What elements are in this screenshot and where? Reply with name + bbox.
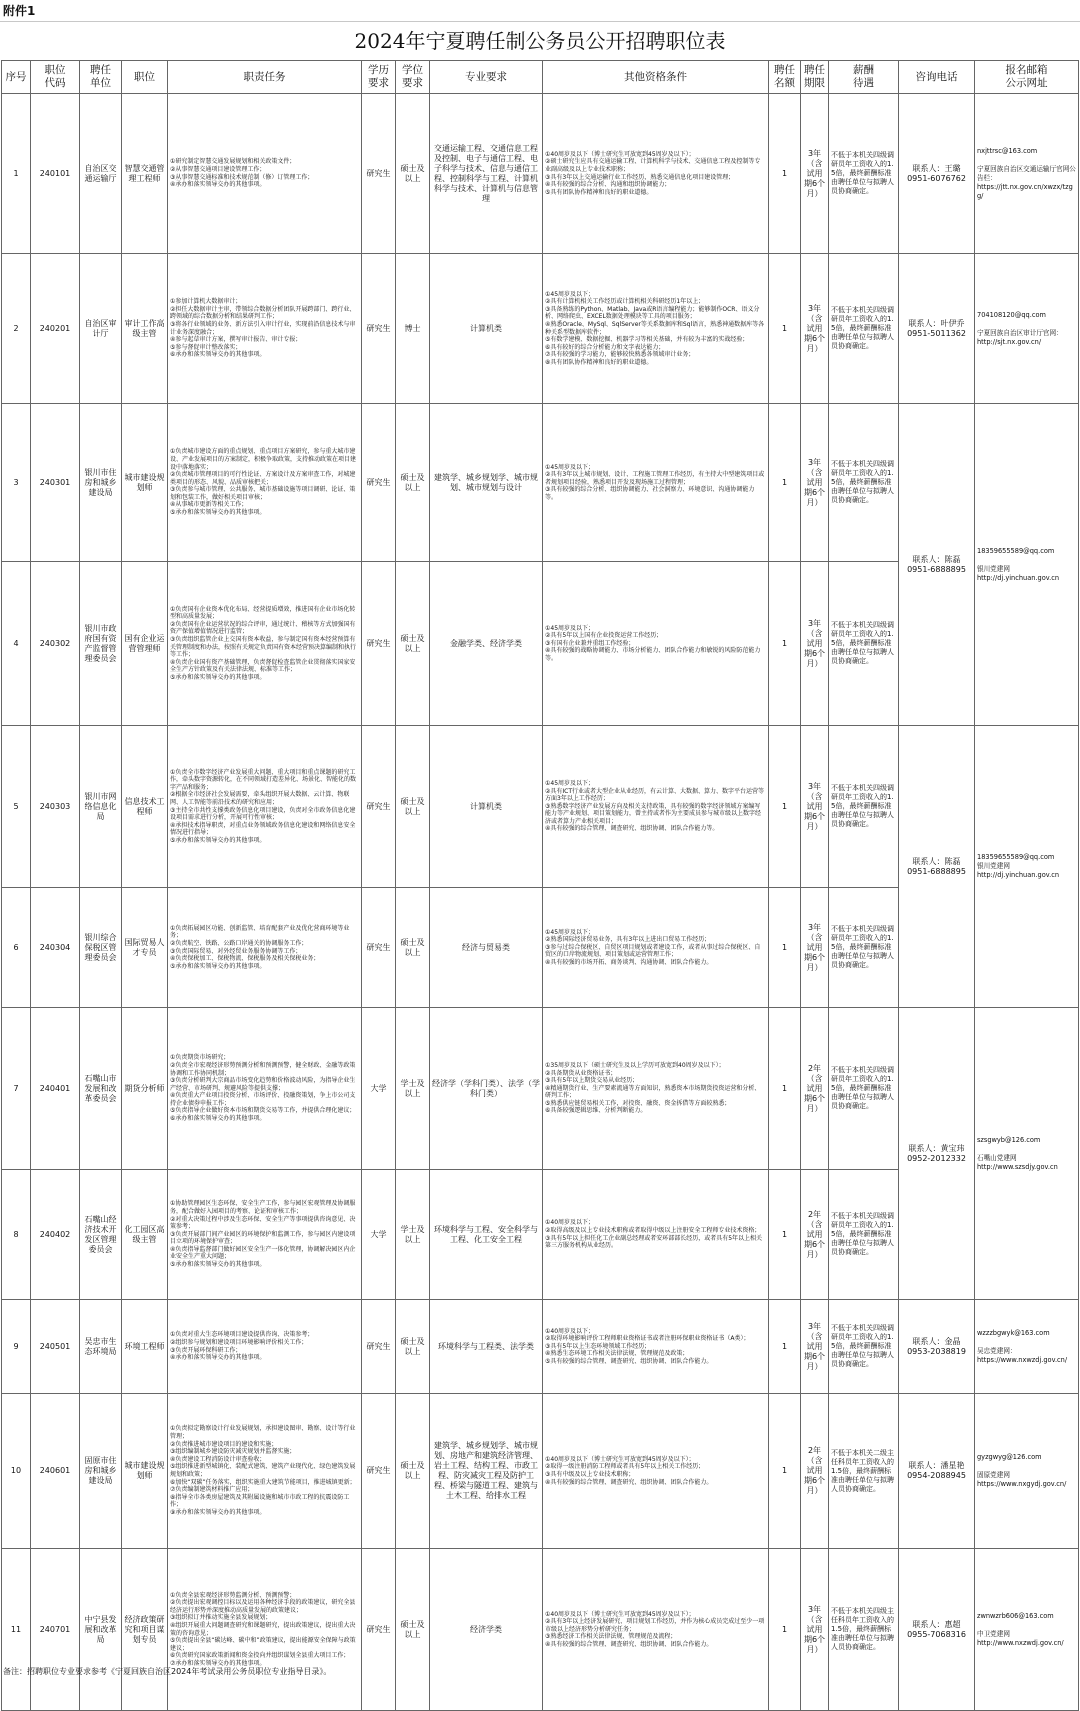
- position-name: 环境工程师: [122, 1300, 168, 1394]
- hiring-unit: 银川市政府国有资产监督管理委员会: [80, 562, 122, 726]
- row-number: 2: [2, 254, 31, 404]
- hiring-quota: 1: [769, 1549, 801, 1711]
- position-code: 240302: [31, 562, 80, 726]
- signup-email-site[interactable]: nxjttrsc@163.com 宁夏回族自治区交通运输厅官网公告栏： https://jtt.nx.gov.cn/xwzx/tzgg/: [975, 94, 1079, 254]
- position-code: 240501: [31, 1300, 80, 1394]
- footnote: 备注：招聘职位专业要求参考《宁夏回族自治区2024年考试录用公务员职位专业指导目录》。: [3, 1667, 332, 1676]
- header-cell: 学位 要求: [396, 61, 430, 94]
- positions-table: [1, 60, 1079, 1711]
- contact-phone: 联系人：陈磊 0951-6888895: [899, 404, 975, 726]
- major-requirement: 交通运输工程、交通信息工程及控制、电子与通信工程、电子科学与技术、信息与通信工程、控制科学与工程、计算机科学与技术、计算机与信息管理: [430, 94, 543, 254]
- contact-phone: 联系人：金晶 0953-2038819: [899, 1300, 975, 1394]
- header-cell: 专业要求: [430, 61, 543, 94]
- other-qualifications: ①40周岁及以下； ②取得高级及以上专业技术职称或者取得中级以上注册安全工程师专业技术资格； ③具有5年以上担任化工企业副总经理或者安环部部长经历，或者具有5年以上相关第三方服务机构从业经历。: [543, 1170, 769, 1300]
- degree-requirement: 硕士及以上: [396, 94, 430, 254]
- position-code: 240304: [31, 888, 80, 1008]
- signup-email-site[interactable]: 18359655589@qq.com 银川党建网 http://dj.yinchuan.gov.cn: [975, 404, 1079, 726]
- employment-term: 3年（含试用期6个月）: [801, 254, 829, 404]
- row-number: 1: [2, 94, 31, 254]
- header-cell: 咨询电话: [899, 61, 975, 94]
- contact-phone: 联系人：王璐 0951-6076762: [899, 94, 975, 254]
- hiring-quota: 1: [769, 254, 801, 404]
- hiring-unit: 银川综合保税区管理委员会: [80, 888, 122, 1008]
- major-requirement: 环境科学与工程、安全科学与工程、化工安全工程: [430, 1170, 543, 1300]
- employment-term: 3年（含试用期6个月）: [801, 888, 829, 1008]
- row-number: 3: [2, 404, 31, 562]
- table-row: [2, 94, 1079, 254]
- header-cell: 聘任 单位: [80, 61, 122, 94]
- position-name: 经济政策研究和项目谋划专员: [122, 1549, 168, 1711]
- education-requirement: 大学: [362, 1170, 396, 1300]
- major-requirement: 建筑学、城乡规划学、城市规划、房地产和建筑经济管理、岩土工程、结构工程、市政工程、防灾减灾工程及防护工程、桥梁与隧道工程、建筑与土木工程、给排水工程: [430, 1394, 543, 1549]
- contact-phone: 联系人：陈磊 0951-6888895: [899, 726, 975, 1008]
- employment-term: 2年（含试用期6个月）: [801, 1008, 829, 1170]
- contact-phone: 联系人：黄宝玮 0952-2012332: [899, 1008, 975, 1300]
- education-requirement: 研究生: [362, 404, 396, 562]
- other-qualifications: ①45周岁及以下； ②具有5年以上国有企业投资运营工作经历； ③有国有企业兼并重组工作经验； ④具有较强的战略协调能力、市场分析能力、团队合作能力和敏锐的风险防范能力等。: [543, 562, 769, 726]
- table-body: [2, 94, 1079, 1711]
- employment-term: 3年（含试用期6个月）: [801, 1549, 829, 1711]
- other-qualifications: ①40周岁及以下； ②取得环境影响评价工程师职业资格证书或者注册环保职业资格证书（A类）； ③具有5年以上生态环境领域工作经历； ④熟悉生态环境工作相关法律法规、管理规范及政策； ⑤具有较强的综合管理、调查研究、组织协调、团队合作能力。: [543, 1300, 769, 1394]
- duties-text: ①负责拓展园区功能、创新监管、培育配套产业及优化营商环境等业务； ②负责航空、铁路、公路口岸通关的协调服务工作； ③负责国际贸易、对外经贸业务服务协调等工作； ④负责保税加工、保税物流、保税服务及相关保税业务； ⑤承办和落实领导交办的其他事项。: [168, 888, 362, 1008]
- hiring-quota: 1: [769, 726, 801, 888]
- salary-text: 不低于本机关四级主任科员年工资收入的1.5倍，最终薪酬标准由聘任单位与拟聘人员协商确定。: [829, 1549, 899, 1711]
- other-qualifications: ①35周岁及以下（硕士研究生及以上学历可放宽到40周岁及以下）； ②具备期货从业资格证书； ③具有5年以上期货交易从业经历； ④精通期货行业、生产要素流通等方面知识，熟悉资本市场期货投资运营和分析、研判工作； ⑤熟悉供应链贸易相关工作，对投资、融资、资金拆借等方面较熟悉； ⑥具备较强逻辑思维、分析判断能力。: [543, 1008, 769, 1170]
- page-title: 2024年宁夏聘任制公务员公开招聘职位表: [354, 29, 726, 53]
- degree-requirement: 硕士及以上: [396, 726, 430, 888]
- position-code: 240701: [31, 1549, 80, 1711]
- major-requirement: 经济学类: [430, 1549, 543, 1711]
- major-requirement: 金融学类、经济学类: [430, 562, 543, 726]
- header-cell: 聘任 名额: [769, 61, 801, 94]
- row-number: 8: [2, 1170, 31, 1300]
- hiring-unit: 吴忠市生态环境局: [80, 1300, 122, 1394]
- employment-term: 3年（含试用期6个月）: [801, 726, 829, 888]
- position-code: 240201: [31, 254, 80, 404]
- position-name: 城市建设规划师: [122, 404, 168, 562]
- major-requirement: 环境科学与工程类、法学类: [430, 1300, 543, 1394]
- major-requirement: 建筑学、城乡规划学、城市规划、城市规划与设计: [430, 404, 543, 562]
- header-cell: 报名邮箱 公示网址: [975, 61, 1079, 94]
- header-cell: 其他资格条件: [543, 61, 769, 94]
- duties-text: ①负责国有企业资本优化布局、经营提质增效，推进国有企业市场化转型和高质量发展； ②负责国有企业运营状况的综合评审，通过统计、稽核等方式加强国有资产保值增值情况进行监管； ③负责组织监管企业上交国有资本收益，参与制定国有资本经营预算有关管理制度和办法，按照有关规定负责国有资本经营预决算编制和执行等工作； ④负责企业国有资产基础管理，负责督促检查监管企业贯彻落实国家安全生产方针政策及有关法律法规、标准等工作； ⑤承办和落实领导交办的其他事项。: [168, 562, 362, 726]
- degree-requirement: 硕士及以上: [396, 1394, 430, 1549]
- hiring-quota: 1: [769, 94, 801, 254]
- salary-text: 不低于本机关四级调研员年工资收入的1.5倍，最终薪酬标准由聘任单位与拟聘人员协商确定。: [829, 1300, 899, 1394]
- hiring-quota: 1: [769, 404, 801, 562]
- position-name: 期货分析师: [122, 1008, 168, 1170]
- hiring-quota: 1: [769, 562, 801, 726]
- hiring-unit: 石嘴山市发展和改革委员会: [80, 1008, 122, 1170]
- education-requirement: 研究生: [362, 1300, 396, 1394]
- salary-text: 不低于本机关四级调研员年工资收入的1.5倍，最终薪酬标准由聘任单位与拟聘人员协商确定。: [829, 94, 899, 254]
- header-cell: 职责任务: [168, 61, 362, 94]
- header-cell: 序号: [2, 61, 31, 94]
- employment-term: 3年（含试用期6个月）: [801, 1300, 829, 1394]
- duties-text: ①负责期货市场研究； ②负责全市宏观经济形势预测分析和预测预警，健全财政、金融等政策协调和工作协同机制； ③负责分析研判大宗商品市场变化趋势和价格波动风险，为指导企业生产经营、市场研判、规避风险等提供支撑； ④负责重大产业项目投资分析、市场评价、投融资策划，争上市公司支持企业债券申报工作； ⑤负责指导企业做好资本市场和期货交易等工作，并提供合理化建议； ⑥承办和落实领导交办的其他事项。: [168, 1008, 362, 1170]
- hiring-quota: 1: [769, 1300, 801, 1394]
- row-number: 7: [2, 1008, 31, 1170]
- hiring-quota: 1: [769, 1170, 801, 1300]
- other-qualifications: ①40周岁及以下（博士研究生可放宽到45周岁及以下）； ②取得一级注册消防工程师或者具有5年以上相关工作经历； ③具有中级及以上专业技术职称； ④具有较强的综合管理、调查研究、组织协调、团队合作能力。: [543, 1394, 769, 1549]
- salary-text: 不低于本机关四级调研员年工资收入的1.5倍，最终薪酬标准由聘任单位与拟聘人员协商确定。: [829, 254, 899, 404]
- other-qualifications: ①45周岁及以下； ②具有计算机相关工作经历或计算机相关科研经历1年以上； ③具备熟练的Python、Matlab、Java或R语言编程能力；能够制作OCR、语义分析、网络爬虫、EXCEL数据处理模块等工具的项目服务； ④熟悉Oracle、MySql、SqlServer等关系数据库和Sql语言，熟悉神通数据库等各种关系型数据库软件； ⑤有数学建模、数据挖掘、机器学习等相关基础，并有较为丰富的实战经验； ⑥具有较好的综合分析能力和文字表达能力； ⑦具有较强的学习能力，能够较快熟悉各领域审计业务； ⑧具有团队协作精神和良好的职业道德。: [543, 254, 769, 404]
- position-code: 240303: [31, 726, 80, 888]
- position-name: 智慧交通管理工程师: [122, 94, 168, 254]
- education-requirement: 研究生: [362, 1549, 396, 1711]
- header-cell: 职位: [122, 61, 168, 94]
- position-code: 240402: [31, 1170, 80, 1300]
- education-requirement: 研究生: [362, 254, 396, 404]
- header-cell: 学历 要求: [362, 61, 396, 94]
- header-cell: 薪酬 待遇: [829, 61, 899, 94]
- hiring-unit: 银川市住房和城乡建设局: [80, 404, 122, 562]
- degree-requirement: 硕士及以上: [396, 1549, 430, 1711]
- row-number: 9: [2, 1300, 31, 1394]
- duties-text: ①负责对重大生态环境项目建设提供咨询、决策参考； ②组织参与规划和建设项目环境影响评价相关工作； ③负责开展环保科研工作； ④承办和落实领导交办的其他事项。: [168, 1300, 362, 1394]
- signup-email-site[interactable]: 704108120@qq.com 宁夏回族自治区审计厅官网： http://sjt.nx.gov.cn/: [975, 254, 1079, 404]
- degree-requirement: 硕士及以上: [396, 404, 430, 562]
- other-qualifications: ①40周岁及以下（博士研究生可放宽到45周岁及以下）； ②具有3年以上经济发展研究、项目规划工作经历，并作为核心成员完成过至少一项市级以上经济形势分析研究任务； ③熟悉经济工作相关法律法规、管理规范及流程； ④具有较强的综合管理、调查研究、组织协调、团队合作能力。: [543, 1549, 769, 1711]
- major-requirement: 经济学（学科门类）、法学（学科门类）: [430, 1008, 543, 1170]
- header-cell: 聘任 期限: [801, 61, 829, 94]
- duties-text: ①负责城市建设方面的重点规划、重点项目方案研究，参与重大城市建设、产业发展项目的方案制定，积极争取政策，支持推动政策在项目建设中落地落实； ②负责城市管理项目的可行性论证、方案设计及方案审查工作，对城建类项目的形态、风貌、品质审核把关； ③负责参与城市管理、公共服务、城市基础设施等项目调研、论证、策划和包装工作，做好相关项目审核； ④从事城市更新等相关工作； ⑤承办和落实领导交办的其他事项。: [168, 404, 362, 562]
- salary-text: 不低于本机关四级调研员年工资收入的1.5倍，最终薪酬标准由聘任单位与拟聘人员协商确定。: [829, 1170, 899, 1300]
- row-number: 4: [2, 562, 31, 726]
- salary-text: 不低于本机关四级调研员年工资收入的1.5倍，最终薪酬标准由聘任单位与拟聘人员协商确定。: [829, 726, 899, 888]
- contact-phone: 联系人：叶伊乔 0951-5011362: [899, 254, 975, 404]
- position-code: 240301: [31, 404, 80, 562]
- education-requirement: 研究生: [362, 94, 396, 254]
- position-code: 240101: [31, 94, 80, 254]
- table-row: [2, 1394, 1079, 1549]
- salary-text: 不低于本机关四级调研员年工资收入的1.5倍，最终薪酬标准由聘任单位与拟聘人员协商确定。: [829, 404, 899, 562]
- salary-text: 不低于本机关四级调研员年工资收入的1.5倍，最终薪酬标准由聘任单位与拟聘人员协商确定。: [829, 1008, 899, 1170]
- contact-phone: 联系人：惠超 0955-7068316: [899, 1549, 975, 1711]
- signup-email-site[interactable]: zwnwzrb606@163.com 中卫党建网 http://www.nxzwdj.gov.cn/: [975, 1549, 1079, 1711]
- degree-requirement: 硕士及以上: [396, 888, 430, 1008]
- row-number: 6: [2, 888, 31, 1008]
- duties-text: ①参加计算机大数据审计； ②担任大数据审计主审，带领综合数据分析团队开展跨部门、跨行业、跨领域的综合数据分析和结果研判工作； ③将各行业领域的业务、新方法引入审计行业，实现前沿信息技术与审计业务深度融合； ④参与起草审计方案，撰写审计报告、审计专报； ⑤参与督促审计整改落实； ⑥承办和落实领导交办的其他事项。: [168, 254, 362, 404]
- hiring-quota: 1: [769, 1394, 801, 1549]
- employment-term: 2年（含试用期6个月）: [801, 1394, 829, 1549]
- salary-text: 不低于本机关四级调研员年工资收入的1.5倍，最终薪酬标准由聘任单位与拟聘人员协商确定。: [829, 888, 899, 1008]
- hiring-unit: 银川市网络信息化局: [80, 726, 122, 888]
- degree-requirement: 学士及以上: [396, 1170, 430, 1300]
- duties-text: ①研究制定智慧交通发展规划和相关政策文件； ②从事智慧交通项目建设管理工作； ③从事智慧交通标准和技术规范制（修）订管理工作； ④承办和落实领导交办的其他事项。: [168, 94, 362, 254]
- education-requirement: 研究生: [362, 726, 396, 888]
- major-requirement: 计算机类: [430, 726, 543, 888]
- position-name: 国际贸易人才专员: [122, 888, 168, 1008]
- education-requirement: 大学: [362, 1008, 396, 1170]
- row-number: 5: [2, 726, 31, 888]
- position-name: 审计工作高级主管: [122, 254, 168, 404]
- hiring-quota: 1: [769, 1008, 801, 1170]
- degree-requirement: 学士及以上: [396, 1008, 430, 1170]
- header-cell: 职位 代码: [31, 61, 80, 94]
- hiring-unit: 固原市住房和城乡建设局: [80, 1394, 122, 1549]
- degree-requirement: 硕士及以上: [396, 562, 430, 726]
- education-requirement: 研究生: [362, 562, 396, 726]
- employment-term: 3年（含试用期6个月）: [801, 94, 829, 254]
- other-qualifications: ①45周岁及以下； ②具有ICT行业或者大型企业从业经历，有云计算、大数据、算力、数字平台运营等方面3年以上工作经历； ③熟悉数字经济产业发展方向及相关支持政策，具有较强的数字经济领域方案编写能力等产业规划、项目策划能力，曾主持或者作为主要成员参与城市级以上数字经济或者算力产业相关项目； ④具有较强的综合管理、调查研究、组织协调、团队合作能力等。: [543, 726, 769, 888]
- position-name: 国有企业运营管理师: [122, 562, 168, 726]
- major-requirement: 经济与贸易类: [430, 888, 543, 1008]
- signup-email-site[interactable]: wzzzbgwyk@163.com 吴忠党建网： https://www.nxwzdj.gov.cn/: [975, 1300, 1079, 1394]
- contact-phone: 联系人：潘星艳 0954-2088945: [899, 1394, 975, 1549]
- header-row: [2, 61, 1079, 94]
- position-name: 化工园区高级主管: [122, 1170, 168, 1300]
- education-requirement: 研究生: [362, 888, 396, 1008]
- table-row: [2, 1549, 1079, 1711]
- other-qualifications: ①45周岁及以下； ②熟悉国际经济贸易业务，具有3年以上进出口贸易工作经历； ③参与过综合保税区、自贸区项目规划或者建设工作，或者从事过综合保税区、自贸区的口岸物流规划、项目策划或运营管理工作； ④具有较强的市场开拓、商务谈判、沟通协调、团队合作能力。: [543, 888, 769, 1008]
- other-qualifications: ①40周岁及以下（博士研究生可放宽到45周岁及以下）； ②硕士研究生应具有交通运输工程、计算机科学与技术、交通信息工程及控制等专业副高级及以上专业技术职称； ③具有3年以上交通运输行业工作经历，熟悉交通信息化项目建设管理； ④具有较强的综合分析、沟通和组织协调能力； ⑤具有团队协作精神和良好的职业道德。: [543, 94, 769, 254]
- salary-text: 不低于本机关四级调研员年工资收入的1.5倍，最终薪酬标准由聘任单位与拟聘人员协商确定。: [829, 562, 899, 726]
- row-number: 11: [2, 1549, 31, 1711]
- position-code: 240601: [31, 1394, 80, 1549]
- hiring-unit: 中宁县发展和改革局: [80, 1549, 122, 1711]
- hiring-unit: 石嘴山经济技术开发区管理委员会: [80, 1170, 122, 1300]
- signup-email-site[interactable]: gyzgwyg@126.com 固原党建网 https://www.nxgydj.gov.cn/: [975, 1394, 1079, 1549]
- hiring-quota: 1: [769, 888, 801, 1008]
- position-name: 信息技术工程师: [122, 726, 168, 888]
- other-qualifications: ①45周岁及以下； ②具有3年以上城市规划、设计、工程施工管理工作经历，有主持大中型建筑项目或者规划项目经验，熟悉项目开发及现场施工过程管理； ③具有较强的综合分析、组织协调能力、社会洞察力、环境意识、沟通协调能力等。: [543, 404, 769, 562]
- table-row: [2, 726, 1079, 888]
- table-row: [2, 1008, 1079, 1170]
- duties-text: ①负责拟定勘察设计行业发展规划，承担建设图审、勘察、设计等行业管理； ②负责推进城市建设项目的建设和实施； ③组织编制城乡建设防灾减灾规划并监督实施； ④负责建设工程消防设计审查验收； ⑤组织推进新型城镇化、装配式建筑、建筑产业现代化、绿色建筑发展规划和政策； ⑥加快“双碳”任务落实，组织实施重大建筑节能项目，推进城镇更新； ⑦负责编制建筑材料推广应用； ⑧指导全市各类房屋建筑及其附属设施和城市市政工程的抗震设防工作； ⑨承办和落实领导交办的其他事项。: [168, 1394, 362, 1549]
- hiring-unit: 自治区审计厅: [80, 254, 122, 404]
- duties-text: ①负责全市数字经济产业发展重大问题、重大项目和重点课题的研究工作，牵头数字资源转化，在不同领域打造差异化、场景化、智能化的数字产品和服务； ②根据全市经济社会发展需要，牵头组织开展大数据、云计算、物联网、人工智能等前沿技术的研究和应用； ③主持全市共性支撑类政务信息化项目建设，负责对全市政务信息化建设项目需求进行分析，开展可行性审核； ④承担技术指导职责，对重点业务领域政务信息化建设和网络信息安全情况进行指导； ⑤承办和落实领导交办的其他事项。: [168, 726, 362, 888]
- attachment-label: 附件1: [0, 0, 1080, 22]
- employment-term: 3年（含试用期6个月）: [801, 404, 829, 562]
- table-row: [2, 1300, 1079, 1394]
- employment-term: 3年（含试用期6个月）: [801, 562, 829, 726]
- hiring-unit: 自治区交通运输厅: [80, 94, 122, 254]
- row-number: 10: [2, 1394, 31, 1549]
- salary-text: 不低于本机关二级主任科员年工资收入的1.5倍，最终薪酬标准由聘任单位与拟聘人员协商确定。: [829, 1394, 899, 1549]
- degree-requirement: 硕士及以上: [396, 1300, 430, 1394]
- employment-term: 2年（含试用期6个月）: [801, 1170, 829, 1300]
- signup-email-site[interactable]: szsgwyb@126.com 石嘴山党建网 http://www.szsdjy.gov.cn: [975, 1008, 1079, 1300]
- table-row: [2, 254, 1079, 404]
- education-requirement: 研究生: [362, 1394, 396, 1549]
- major-requirement: 计算机类: [430, 254, 543, 404]
- degree-requirement: 博士: [396, 254, 430, 404]
- duties-text: ①负责全县宏观经济形势监测分析、预测预警； ②负责提出宏观调控目标以及运用各种经济手段的政策建议，研究全县经济运行形势并深度推动高质量发展的政策建议； ③组织拟订并推动实施全县发展规划； ④组织开展重大问题调查研究和课题研究，提出政策建议，提出重大决策的咨询意见； ⑤负责提出全县“碳达峰、碳中和”政策建议，提出能源安全保障与政策建议； ⑥负责研究国家政策新闻和资金投向并组织谋划全县重大项目工作； ⑦承办和落实领导交办的其他事项。: [168, 1549, 362, 1711]
- signup-email-site[interactable]: 18359655589@qq.com 银川党建网 http://dj.yinchuan.gov.cn: [975, 726, 1079, 1008]
- position-code: 240401: [31, 1008, 80, 1170]
- table-row: [2, 404, 1079, 562]
- duties-text: ①协助管理园区生态环保、安全生产工作，参与园区宏观管理及协调服务，配合做好入园项目的考察、论证和审核工作； ②对重大决策过程中涉及生态环保、安全生产等事项提供咨询意见、决策参考； ③负责开展部门间产业园区的环境保护和监测工作，参与园区内建设项目立项的环境保护审查； ④负责指导监督部门做好园区安全生产一体化管理，协调解决园区内企业安全生产重大问题； ⑤承办和落实领导交办的其他事项。: [168, 1170, 362, 1300]
- position-name: 城市建设规划师: [122, 1394, 168, 1549]
